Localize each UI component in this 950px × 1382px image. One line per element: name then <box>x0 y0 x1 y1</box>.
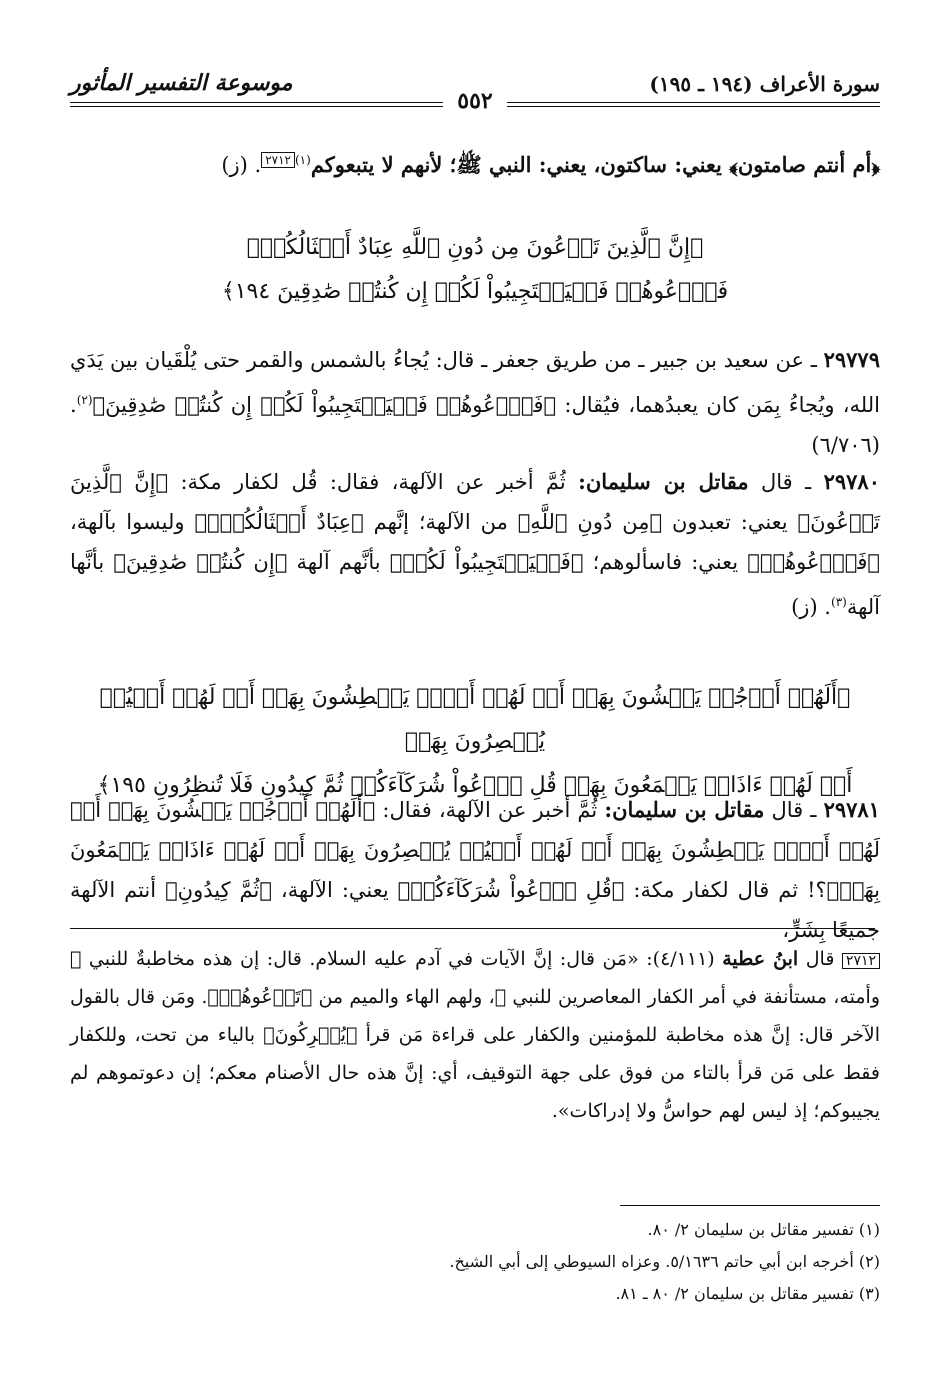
page-number-text: ٥٥٢ <box>443 88 506 114</box>
narration-pre: ـ قال <box>771 798 817 822</box>
narrator-name: مقاتل بن سليمان: <box>578 469 749 494</box>
verse-line: ﴿إِنَّ ٱلَّذِينَ تَدۡعُونَ مِن دُونِ ٱللَّهِ عِبَادٌ أَمۡثَالُكُمۡۖ <box>246 235 704 260</box>
note-text: (٤/١١١): «مَن قال: إنَّ الآيات في آدم عليه السلام. قال: إن هذه مخاطبةٌ للنبي ﷺ وأمته، مستأنفة في أمر الكفار المعاصرين للنبي ﷺ، ولهم الهاء والميم من ﴿تَدۡعُوهُمۡ﴾. ومَن قال بالقول الآخر قال: إنَّ هذه مخاطبة للمؤمنين والكفار على قراءة مَن قرأ ﴿يُشۡرِكُونَ﴾ بالياء من تحت، وللكفار فقط على مَن قرأ بالتاء من فوق على جهة التوقيف، أي: إنَّ هذه حال الأصنام معكم؛ إن دعوتموهم لم يجيبوكم؛ إذ ليس لهم حواسُّ ولا إدراكات». <box>70 948 880 1122</box>
note-ref-box: ٢٧١٢ <box>842 953 880 969</box>
narration-29781 <box>70 790 880 950</box>
narration-29780 <box>70 462 880 627</box>
paragraph-intro <box>70 140 880 185</box>
verse-195 <box>70 676 880 808</box>
footnote-item: (١) تفسير مقاتل بن سليمان ٢/ ٨٠. <box>647 1220 880 1239</box>
verse-194 <box>70 226 880 314</box>
source-tag: . (٦/٧٠٦) <box>70 393 880 457</box>
note-pre: قال <box>805 948 835 970</box>
narration-number: ٢٩٧٧٩ <box>823 347 880 372</box>
narration-pre: ـ قال <box>760 470 812 494</box>
footnote-marker: (١) <box>294 153 311 167</box>
intro-text: ﴿أم أنتم صامتون﴾ يعني: ساكتون، يعني: النبي ﷺ؛ لأنهم لا يتبعوكم <box>310 152 880 177</box>
verse-line: ﴿أَلَهُمۡ أَرۡجُلٞ يَمۡشُونَ بِهَآۖ أَمۡ لَهُمۡ أَيۡدٖ يَبۡطِشُونَ بِهَآۖ أَمۡ لَهُمۡ أَعۡيُنٞ يُبۡصِرُونَ بِهَآۖ <box>99 685 851 754</box>
narration-number: ٢٩٧٨٠ <box>823 469 880 494</box>
note-ref-box: ٢٧١٢ <box>261 152 295 168</box>
source-tag: . (ز) <box>221 153 262 177</box>
footnote-marker: (٣) <box>831 595 847 609</box>
narration-text: ثُمَّ أخبر عن الآلهة، فقال: ﴿أَلَهُمۡ أَرۡجُلٞ يَمۡشُونَ بِهَآۖ أَمۡ لَهُمۡ أَيۡدٖ يَبۡطِشُونَ بِهَآۖ أَمۡ لَهُمۡ أَعۡيُنٞ يُبۡصِرُونَ بِهَآۖ أَمۡ لَهُمۡ ءَاذَانٞ يَسۡمَعُونَ بِهَاۗ﴾؟! ثم قال لكفار مكة: ﴿قُلِ ٱدۡعُواْ شُرَكَآءَكُمۡ﴾ يعني: الآلهة، ﴿ثُمَّ كِيدُونِ﴾ أنتم الآلهة جميعًا بِشَرٍّ، <box>70 798 880 942</box>
narration-text: ثُمَّ أخبر عن الآلهة، فقال: قُل لكفار مكة: ﴿إِنَّ ٱلَّذِينَ تَدۡعُونَ﴾ يعني: تعبدون ﴿مِن دُونِ ٱللَّهِ﴾ من الآلهة؛ إنَّهم ﴿عِبَادٌ أَمۡثَالُكُمۡۖ﴾ وليسوا بآلهة، ﴿فَٱدۡعُوهُمۡ﴾ يعني: فاسألوهم؛ ﴿فَلۡيَسۡتَجِيبُواْ لَكُمۡ﴾ بأنَّهم آلهة ﴿إِن كُنتُمۡ صَٰدِقِينَ﴾ بأنَّها آلهة <box>70 470 880 619</box>
note-separator <box>70 928 875 929</box>
footnote-item: (٣) تفسير مقاتل بن سليمان ٢/ ٨٠ ـ ٨١. <box>615 1284 880 1303</box>
footnotes <box>70 1214 880 1310</box>
book-title: موسوعة التفسير المأثور <box>70 70 293 96</box>
surah-label: سورة الأعراف (١٩٤ ـ ١٩٥) <box>649 72 880 96</box>
narration-text: ـ عن سعيد بن جبير ـ من طريق جعفر ـ قال: يُجاءُ بالشمس والقمر حتى يُلْقَيان بين يَدَي الله، ويُجاءُ بِمَن كان يعبدُهما، فيُقال: ﴿فَٱدۡعُوهُمۡ فَلۡيَسۡتَجِيبُواْ لَكُمۡ إِن كُنتُمۡ صَٰدِقِينَ﴾ <box>70 348 880 417</box>
narration-number: ٢٩٧٨١ <box>823 797 880 822</box>
commentary-note-2712 <box>70 940 880 1130</box>
footnote-marker: (٢) <box>76 393 93 407</box>
page-number <box>0 88 950 114</box>
note-author: ابنُ عطية <box>722 948 799 970</box>
source-tag: . (ز) <box>791 595 831 619</box>
verse-line: فَٱدۡعُوهُمۡ فَلۡيَسۡتَجِيبُواْ لَكُمۡ إِن كُنتُمۡ صَٰدِقِينَ ١٩٤﴾ <box>221 279 729 304</box>
footnote-item: (٢) أخرجه ابن أبي حاتم ٥/١٦٣٦. وعزاه السيوطي إلى أبي الشيخ. <box>449 1252 880 1271</box>
narration-29779 <box>70 340 880 465</box>
narrator-name: مقاتل بن سليمان: <box>604 797 765 822</box>
verse-line: أَمۡ لَهُمۡ ءَاذَانٞ يَسۡمَعُونَ بِهَاۗ قُلِ ٱدۡعُواْ شُرَكَآءَكُمۡ ثُمَّ كِيدُونِ فَلَا تُنظِرُونِ ١٩٥﴾ <box>97 773 853 798</box>
footnote-separator <box>620 1205 880 1206</box>
